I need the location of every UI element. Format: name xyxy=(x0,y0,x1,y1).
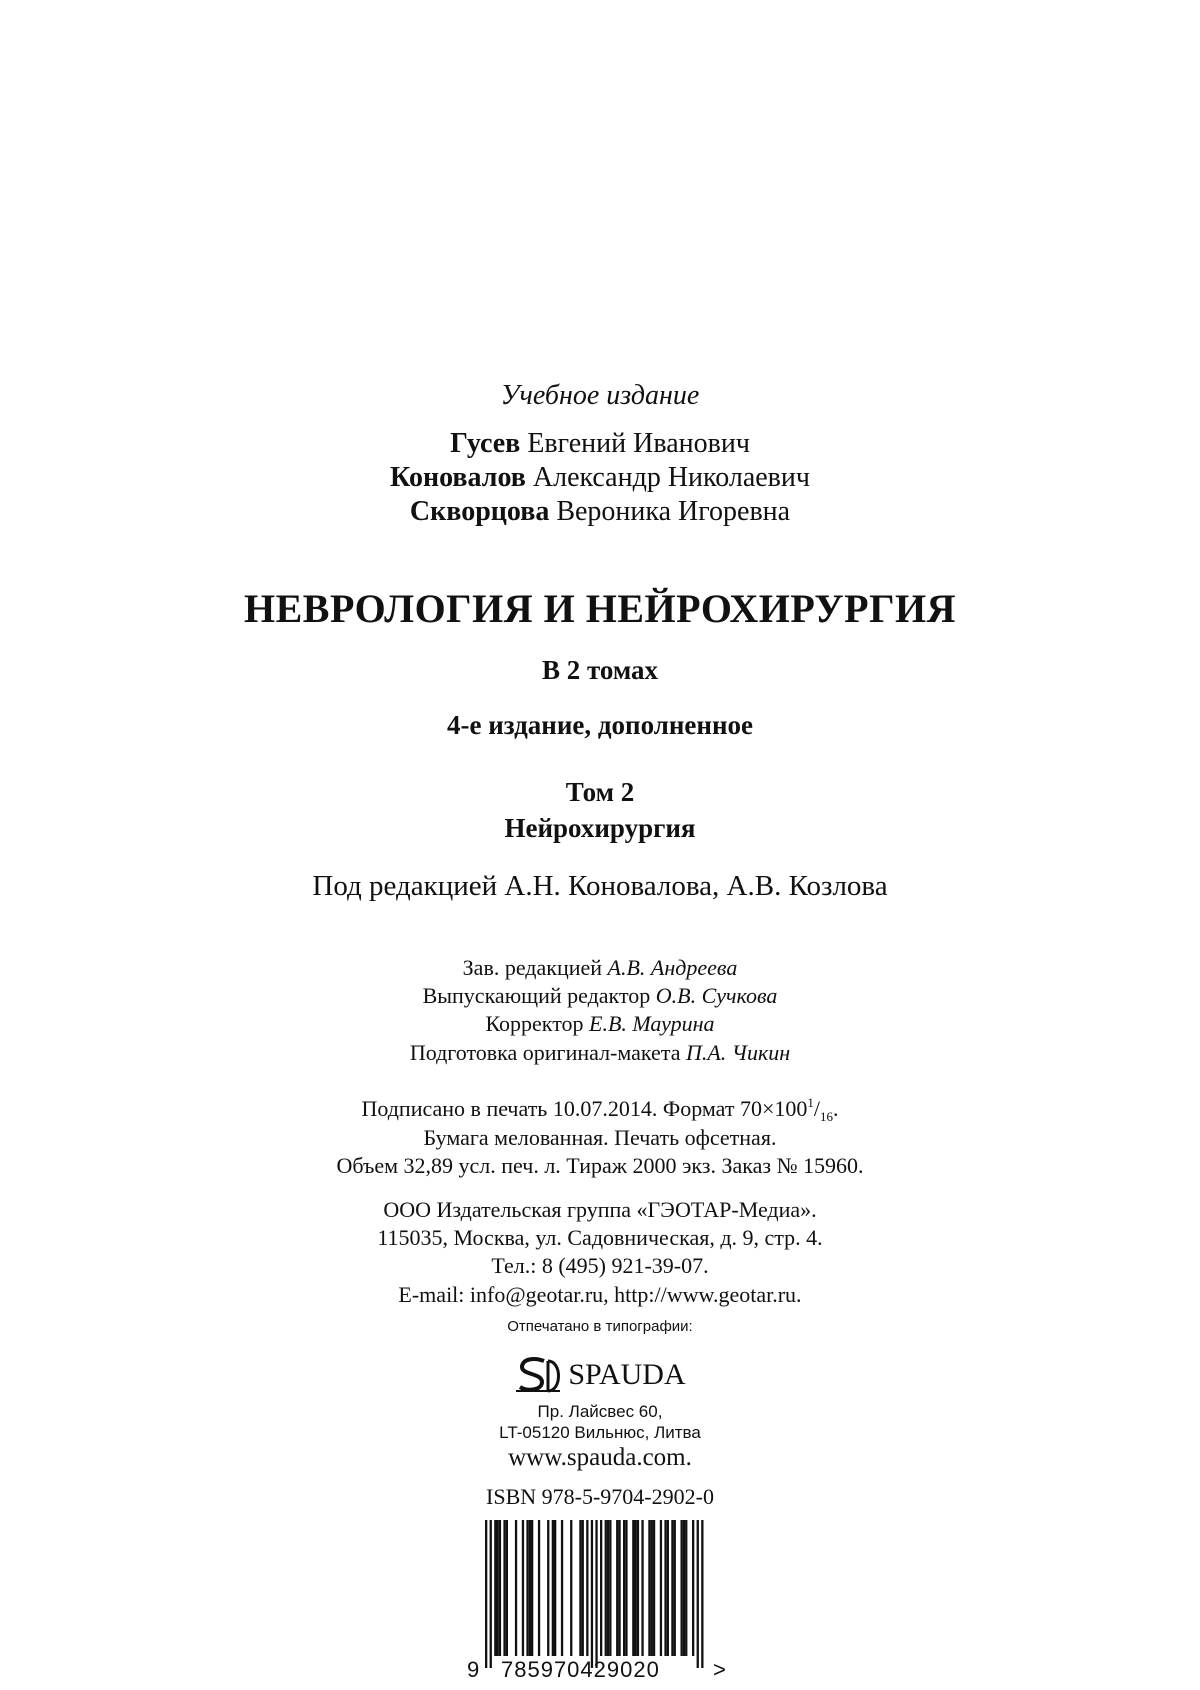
staff-name: О.В. Сучкова xyxy=(655,983,778,1008)
author-surname: Скворцова xyxy=(409,496,550,527)
signed-date-format: Подписано в печать 10.07.2014. Формат 70×100 xyxy=(361,1096,808,1121)
staff-name: А.В. Андреева xyxy=(607,955,738,980)
author-line xyxy=(0,462,1200,494)
edition-info: 4-е издание, дополненное xyxy=(446,710,754,740)
staff-role: Корректор xyxy=(485,1011,590,1036)
print-volume-info: Объем 32,89 усл. печ. л. Тираж 2000 экз. Заказ № 15960. xyxy=(336,1153,864,1178)
barcode-bar xyxy=(625,1520,627,1656)
barcode-bar xyxy=(529,1520,531,1656)
barcode-bar xyxy=(526,1520,528,1656)
barcode-bar xyxy=(637,1520,639,1656)
printed-at-label: Отпечатано в типографии: xyxy=(507,1318,693,1335)
volume-title: Нейрохирургия xyxy=(504,813,696,843)
format-slash: / xyxy=(813,1096,820,1121)
barcode xyxy=(465,1520,735,1690)
barcode-bar xyxy=(595,1520,597,1668)
format-denominator: 16 xyxy=(820,1109,833,1124)
barcode-bar xyxy=(671,1520,673,1656)
signed-for-print xyxy=(0,1096,1200,1122)
barcode-bar xyxy=(674,1520,676,1656)
edited-by: Под редакцией А.Н. Коновалова, А.В. Козлова xyxy=(312,870,888,902)
barcode-bar xyxy=(531,1520,533,1656)
barcode-bar xyxy=(660,1520,662,1656)
barcode-bar xyxy=(582,1520,584,1656)
barcode-quiet-zone-mark: > xyxy=(713,1657,726,1682)
barcode-bar xyxy=(681,1520,683,1656)
barcode-bar xyxy=(605,1520,607,1656)
book-title: НЕВРОЛОГИЯ И НЕЙРОХИРУРГИЯ xyxy=(243,586,957,631)
publisher-contacts: E-mail: info@geotar.ru, http://www.geotar.ru. xyxy=(398,1282,802,1307)
volumes-count: В 2 томах xyxy=(541,655,659,685)
barcode-bar xyxy=(494,1520,496,1656)
barcode-bar xyxy=(591,1520,593,1668)
paper-info: Бумага мелованная. Печать офсетная. xyxy=(423,1125,777,1150)
barcode-bar xyxy=(618,1520,620,1656)
barcode-bar xyxy=(635,1520,637,1656)
author-line xyxy=(0,428,1200,460)
volume-label: Том 2 xyxy=(565,777,635,807)
printer-website: www.spauda.com. xyxy=(508,1444,692,1471)
staff-line xyxy=(0,955,1200,981)
barcode-bar xyxy=(586,1520,588,1656)
barcode-bar xyxy=(641,1520,643,1656)
barcode-bar xyxy=(685,1520,687,1656)
edition-type: Учебное издание xyxy=(500,380,700,411)
printer-address-line: LT-05120 Вильнюс, Литва xyxy=(499,1423,701,1442)
barcode-bar xyxy=(701,1520,703,1668)
staff-name: П.А. Чикин xyxy=(685,1040,791,1065)
barcode-bar xyxy=(547,1520,549,1656)
barcode-bar xyxy=(561,1520,563,1656)
printer-name: SPAUDA xyxy=(568,1358,686,1391)
author-surname: Гусев xyxy=(450,428,521,459)
barcode-bar xyxy=(616,1520,618,1656)
barcode-first-digit: 9 xyxy=(467,1657,480,1682)
barcode-bar xyxy=(632,1520,634,1656)
barcode-bar xyxy=(497,1520,499,1656)
staff-line xyxy=(0,1011,1200,1037)
publisher-address: 115035, Москва, ул. Садовническая, д. 9, стр. 4. xyxy=(377,1225,823,1250)
barcode-bar xyxy=(499,1520,501,1656)
barcode-digit-groups: 785970429020 xyxy=(501,1657,660,1682)
barcode-bar xyxy=(692,1520,694,1656)
barcode-bar xyxy=(538,1520,540,1656)
barcode-bar xyxy=(623,1520,625,1656)
author-given-names: Вероника Игоревна xyxy=(549,496,791,527)
barcode-bar xyxy=(554,1520,556,1656)
author-line xyxy=(0,496,1200,528)
barcode-bar xyxy=(600,1520,602,1656)
isbn: ISBN 978-5-9704-2902-0 xyxy=(486,1484,714,1509)
barcode-bar xyxy=(697,1520,699,1668)
staff-role: Зав. редакцией xyxy=(462,955,608,980)
staff-line xyxy=(0,983,1200,1009)
barcode-bar xyxy=(570,1520,572,1656)
staff-name: Е.В. Маурина xyxy=(589,1011,715,1036)
barcode-bar xyxy=(667,1520,669,1656)
barcode-bar xyxy=(579,1520,581,1656)
barcode-bar xyxy=(664,1520,666,1656)
barcode-bar xyxy=(648,1520,650,1656)
staff-role: Подготовка оригинал-макета xyxy=(409,1040,686,1065)
publisher-phone: Тел.: 8 (495) 921-39-07. xyxy=(491,1253,709,1278)
barcode-bar xyxy=(552,1520,554,1656)
printer-address-line: Пр. Лайсвес 60, xyxy=(537,1402,663,1421)
author-surname: Коновалов xyxy=(390,462,526,493)
author-given-names: Александр Николаевич xyxy=(525,462,810,493)
format-numerator: 1 xyxy=(807,1095,814,1110)
barcode-bar xyxy=(506,1520,508,1656)
barcode-bar xyxy=(653,1520,655,1656)
staff-line xyxy=(0,1040,1200,1066)
barcode-bar xyxy=(522,1520,524,1656)
barcode-bar xyxy=(683,1520,685,1656)
staff-role: Выпускающий редактор xyxy=(422,983,656,1008)
publisher-line: ООО Издательская группа «ГЭОТАР-Медиа». xyxy=(383,1197,817,1222)
spauda-logo-icon xyxy=(514,1355,564,1395)
barcode-bar xyxy=(503,1520,505,1656)
barcode-bar xyxy=(651,1520,653,1656)
barcode-bar xyxy=(485,1520,487,1668)
barcode-bar xyxy=(609,1520,611,1656)
format-end: . xyxy=(833,1096,839,1121)
barcode-bar xyxy=(515,1520,517,1656)
barcode-bar xyxy=(490,1520,492,1668)
printer-logo-row xyxy=(0,1353,1200,1397)
author-given-names: Евгений Иванович xyxy=(520,428,750,459)
barcode-bar xyxy=(607,1520,609,1656)
barcode-bars xyxy=(485,1520,715,1670)
